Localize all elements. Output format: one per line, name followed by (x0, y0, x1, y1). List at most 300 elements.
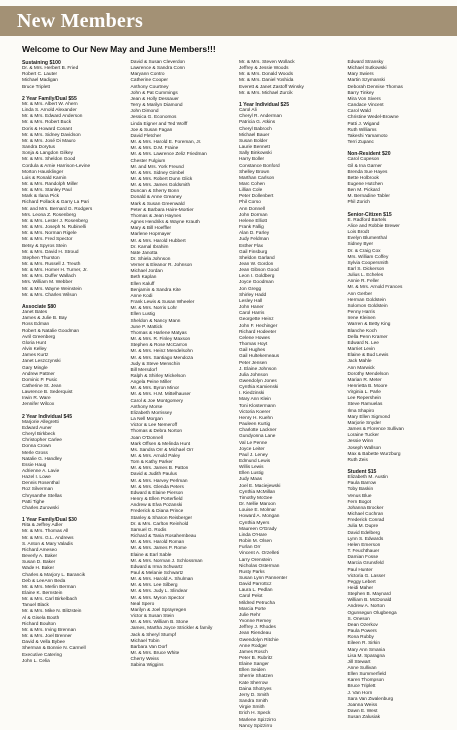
member-name: Elaine & Bud Lewis (347, 353, 389, 359)
member-name: Mr. & Mrs. Arnold Frances (347, 285, 403, 291)
member-name: Mr. & Mrs. Charles Wilson (22, 292, 77, 298)
member-name: Joyce Goodman (239, 280, 274, 286)
member-name: Joseph Wallson (347, 445, 381, 451)
member-name: Earl S. Dickerson (347, 267, 385, 272)
member-name: Loraine Tucker (347, 433, 379, 439)
member-name: Phil Corso (239, 200, 261, 206)
member-name: Dr. Kamal Ibrahim (130, 244, 169, 250)
member-name: Bill Mersdorf (130, 367, 157, 373)
member-name: Christine Wedel-Browne (347, 115, 399, 121)
member-name: Howard A. Mongan (239, 514, 280, 520)
member-name: Mr. & Mrs. Arnold Paley (130, 454, 181, 459)
member-name: Tom & Kathy Parker (130, 460, 173, 466)
member-name: Helen Emerson (347, 542, 381, 548)
member-name: Mary Ellen Sigmond (347, 414, 391, 420)
member-name: Esther Flax (239, 243, 264, 249)
member-name: Sylvia Coopersmith (347, 260, 389, 266)
member-name: Takeshi Yamamoto (347, 133, 388, 139)
member-name: T. Feuchthauer (347, 549, 380, 555)
member-name: John & Pat Cummings (130, 90, 178, 96)
member-name: Linda Eigner and Ted Wolff (130, 121, 188, 127)
member-name: Mr. & Mrs. David H. Stroud (22, 249, 79, 255)
membership-level-heading: Student $15 (347, 469, 377, 475)
member-name: Lesley Hall (239, 298, 263, 304)
member-name: Nate Janotta (130, 250, 158, 256)
member-name: Ogunsegun Olugbenga (347, 610, 397, 616)
member-name: Virginia L. Parle (347, 390, 381, 396)
membership-level-heading: 1 Year Family/Dual $30 (22, 517, 77, 524)
member-name: Mr. & Mrs. Harold A. Shulman (130, 577, 194, 583)
member-name: Ellen Lustig (239, 471, 264, 477)
member-name: Roz Silverman (22, 487, 53, 493)
member-name: James & Florence Sullivan (347, 427, 404, 433)
member-name: Mary Ann Smania (347, 647, 385, 653)
member-name: I. Kiedzinski (239, 391, 265, 397)
member-name: Helene Elliott (239, 218, 267, 224)
member-name: Dr. & Craig Cox (347, 248, 381, 254)
member-name: Gail Hughes (239, 348, 266, 354)
member-name: S. Anton & Mary Valadis (22, 541, 73, 547)
member-name: Ellen Kaluff (130, 281, 155, 287)
member-name: Anthony Morse (130, 404, 163, 410)
member-name: Ann Marwick (347, 365, 375, 371)
member-name: Angela Peine Miller (130, 380, 172, 386)
member-name: Carol Pelot (239, 594, 263, 600)
member-name: Cherry Weiss (130, 657, 159, 663)
member-name: Peter Jensen (239, 360, 267, 366)
member-name: Toni Klostermann (239, 403, 276, 409)
member-name: Jerry D. Smith (239, 692, 270, 698)
member-name: Sheldon Garland (239, 255, 275, 261)
member-name: Dr. & Mrs. Carlton Reinhold (130, 521, 189, 527)
member-name: Marian R. Meter (347, 377, 382, 383)
member-name: Frederick Conrad (347, 518, 385, 524)
member-name: Ben M. Pickard (347, 188, 380, 194)
member-name: Mr. & Mrs. Robert Dunn Glick (130, 176, 193, 182)
member-name: Toby Baskin (347, 487, 374, 493)
member-name: Mr. & Mrs. Harold Hubbert (130, 238, 186, 244)
member-name: Mary Swiers (347, 72, 374, 78)
member-name: Elaine K. Bernstein (22, 590, 63, 596)
member-name: Richard Pollack & Garry La Pari (22, 200, 90, 206)
member-name: Yvonne Remey (239, 619, 272, 625)
member-name: Mr. & Mrs. Bruce White (130, 651, 180, 656)
membership-level-heading: 2 Year Family/Dual $55 (22, 95, 77, 102)
member-name: Cynthia Myers (239, 520, 270, 526)
member-name: Mrs. William Coffey (347, 254, 389, 260)
member-name: Warren & Betty King (347, 322, 391, 328)
member-name: Judy & Steve Menschin (130, 361, 181, 367)
member-name: Thomas & Jean Haynes (130, 213, 182, 219)
member-name: Marlene Spizzirro (239, 717, 276, 723)
member-name: Ruth Zeis (347, 457, 368, 463)
member-name: Mrs. Leona Z. Rosenberg (22, 212, 76, 218)
member-name: Sally Binkowski (239, 151, 272, 157)
member-name: Bruce Triplett (347, 684, 376, 690)
member-name: Mr. & Mrs. Sidney Davidson (22, 132, 81, 138)
member-name: Gundyonna Lane (239, 434, 276, 440)
member-name: Maureen O'Grady (239, 526, 277, 532)
member-name: Mr. & Mrs. Fred Spector (22, 237, 73, 243)
member-name: Marriet Levin (347, 347, 375, 353)
member-name: Steve Ramuelas (347, 402, 383, 408)
member-name: Charles & Marjory L. Barancik (22, 572, 86, 578)
member-name: Mark Offsen & Melinda Hunt (130, 441, 191, 447)
member-name: Mr. & Mrs. Thomas All (22, 529, 69, 535)
member-name: Penny Harris (347, 310, 375, 316)
member-column-1 (22, 60, 125, 664)
member-name: Richard Hodeeter (239, 329, 277, 335)
member-name: Alvin Kelley (22, 347, 47, 353)
member-name: Harry Boller (239, 157, 265, 163)
member-name: Charles Zurowski (22, 505, 59, 511)
member-name: Cheryl Babroch (239, 126, 272, 132)
member-name: Elaine & Earl Sable (130, 552, 172, 558)
member-name: Jack Mahle (347, 359, 372, 365)
member-name: Max & Babette Wurzburg (347, 451, 401, 457)
member-name: Natalie G. Handley (22, 456, 62, 462)
member-name: Charlotte Lackner (239, 428, 277, 434)
member-name: S. Oneson (347, 616, 370, 622)
member-name: Patti J. Wigand (347, 121, 380, 127)
member-name: Celene Howes (239, 335, 270, 341)
member-name: Carol Copeson (347, 157, 380, 163)
title-banner (0, 6, 457, 36)
member-name: Sandra Dorytus (22, 145, 56, 151)
membership-level-heading: Sustaining $100 (22, 60, 61, 66)
member-name: Mr. & Mrs. Steven Wollack (239, 60, 295, 65)
member-name: Susan Lynn Pannenter (239, 575, 288, 581)
member-name: Gwendolyn Jones (239, 378, 277, 384)
member-name: J. Elaine Johnson (239, 366, 277, 372)
member-name: Rona Rubby (347, 635, 374, 641)
member-name: Avril Greenberg (22, 334, 56, 340)
member-name: Terri Zupanc (347, 140, 374, 146)
member-name: Terry & Marilyn Diamond (130, 103, 183, 109)
member-name: Mr. & Mrs. D.M. Fraine (130, 146, 179, 152)
member-name: Christopher Carlee (22, 438, 62, 444)
member-name: Donna Crown (22, 444, 52, 450)
member-name: Nancy Spizzirro (239, 723, 273, 729)
member-name: Henry H. Kuehn (239, 415, 273, 421)
member-name: Merle Gross (22, 450, 48, 456)
member-name: Barry Tinkey (347, 90, 374, 96)
member-name: Sabina Wiggins (130, 663, 164, 669)
member-name: John F. Hechinger (239, 323, 278, 329)
member-name: Deborah Dennise Thomas (347, 84, 403, 90)
member-name: Stephen Thurston (22, 255, 60, 261)
member-name: Cordula & Arnie Harrison-Levine (22, 163, 91, 169)
member-name: William B. McDonald (347, 598, 392, 604)
member-name: Jill Stewart (347, 659, 371, 665)
membership-level-heading: Non-Resident $20 (347, 151, 391, 158)
member-name: Linda S. Arnold Alexander (22, 108, 77, 114)
member-name: Neal Spero (130, 601, 155, 607)
member-name: Julie Rehr (239, 612, 261, 618)
member-name: Peter B. Rubritz (239, 656, 273, 661)
member-name: Louise E. Molmar (239, 508, 276, 514)
member-name: Anthony Courtney (130, 84, 169, 90)
member-name: Richard Boulton (22, 621, 56, 627)
member-name: Bette Holbrook (347, 175, 379, 181)
member-name: Thomas & Debra Norton (130, 429, 182, 435)
member-name: Jon Gregg (239, 286, 262, 292)
member-name: Dr. & Mrs. Herbert B. Fried (22, 66, 79, 72)
member-name: Morton Hausklinger (22, 169, 64, 175)
member-name: Constance Bonford (239, 163, 280, 169)
member-name: Ellen Seiden (239, 668, 266, 674)
member-name: Irwin R. Ware (22, 396, 51, 402)
member-name: Mr. & Mrs. Harvey Perlman (130, 478, 188, 484)
member-name: Leon I. Goldberg (239, 274, 275, 280)
member-name: Stephen & Rose McCarron (130, 343, 188, 349)
member-name: Irene Kleinen (347, 316, 376, 322)
member-name: Joel E. Maciejewski (239, 483, 281, 489)
member-name: Jean Riendeau (239, 631, 271, 637)
member-name: Mr. & Mrs. Carl Birkelbach (22, 597, 78, 603)
member-name: Rita & Jeffrey Adler (22, 523, 63, 529)
member-name: Stanley & Sharon Reisberger (130, 515, 193, 521)
member-name: Eileen R. Sirkin (347, 641, 380, 647)
member-name: Marilyn & Joel Sprayregen (130, 607, 187, 613)
member-name: Ilma Shapiro (347, 408, 375, 414)
member-name: Bruce Triplett (22, 84, 50, 90)
member-name: Julia M. Dupre (347, 524, 379, 530)
member-name: Mr. & Mrs. William B. Stone (130, 620, 189, 626)
member-name: Maryann Contro (130, 72, 165, 78)
member-name: Ann Donnell (239, 206, 265, 212)
member-name: Joanna Weiss (347, 702, 378, 708)
member-name: Michael Cochran (347, 512, 384, 518)
member-name: Adrienne A. Lavie (22, 469, 60, 474)
member-name: Gloria Hunt (22, 340, 47, 346)
member-name: Verner & Eleanor R. Johnson (130, 263, 193, 269)
member-name: Peter Dollenbert (239, 194, 274, 200)
member-name: Eugene Hutchen (347, 181, 383, 187)
member-name: Blanche Koch (347, 328, 377, 334)
member-name: Mira Von Sivers (347, 96, 381, 102)
member-name: Vincent A. Orzelleti (239, 551, 280, 557)
member-name: Marthan Carlson (239, 175, 275, 181)
member-name: Chrysanthe Stellas (22, 493, 62, 499)
member-name: Fern Bogot (347, 499, 371, 505)
member-name: Mr. & Mrs. Albert W. Ahern (22, 101, 78, 107)
member-name: Michael Tobin (130, 638, 160, 644)
member-name: Dr. Nellie Maroon (239, 502, 276, 508)
member-name: David & Judith Paulus (130, 472, 177, 478)
member-name: Paul J. Leney (239, 452, 268, 458)
member-name: Michael Jordan (130, 269, 163, 275)
member-name: Paul & Melanie Schwartz (130, 570, 184, 576)
member-name: Mr. & Mrs. Stanley Paul (22, 188, 72, 194)
member-name: Mr. & Mrs. Wayne Weinstein (22, 286, 82, 292)
member-name: Dawn E. West (347, 709, 378, 715)
member-name: Phil Zorich (347, 200, 370, 206)
member-name: Pauleen Kurtig (239, 422, 271, 428)
member-name: Mark & Ilana Pick (22, 194, 59, 200)
member-name: Victoria Koerer (239, 409, 271, 415)
membership-level-heading: 1 Year Individual $25 (239, 101, 290, 108)
member-name: Gail Finsburg (239, 249, 268, 255)
member-name: Lawrence & Sandra Conn (130, 66, 185, 72)
member-name: John L. Celia (22, 658, 50, 664)
member-name: Gwendolyn Ritchie (239, 637, 279, 643)
member-name: Mr. and Mrs. Bernard G. Rodgers (22, 206, 93, 212)
member-name: Stephen B. Maynard (347, 592, 391, 598)
member-name: Kate Sherrow (239, 680, 268, 686)
member-name: Venus Blue (347, 493, 372, 499)
member-name: Linda O'Hare (239, 532, 267, 538)
member-name: Carol & Joe Montgomery (130, 398, 184, 404)
member-name: Mr. & Mrs. Judy L. Slindear (130, 589, 188, 595)
welcome-heading: Welcome to Our New May and June Members!!! (22, 44, 216, 54)
member-name: Alice and Robbie Brewer (347, 223, 400, 229)
member-name: James, Martha Joyce Strickler & family (130, 626, 213, 632)
member-name: Lois Brodt (347, 230, 369, 236)
member-name: Janet Leszczynski (22, 359, 61, 365)
member-name: Beth Kaplan (130, 275, 157, 281)
member-name: Mr. & Mrs. Russell J. Treuth (22, 262, 81, 267)
member-name: Val Le Penne (239, 440, 268, 446)
member-name: Patti Tighe (22, 499, 45, 505)
member-name: Mr. & Mrs. Merlin Berman (22, 584, 76, 590)
member-name: Candace Vincent (347, 103, 384, 109)
member-name: Edward & Irma Schwartz (130, 564, 183, 570)
member-name: Damian Fosse (347, 555, 379, 561)
member-column-2 (130, 60, 234, 669)
member-name: La Nell Morgan (130, 417, 163, 423)
member-name: Marc Cohen (239, 181, 265, 187)
member-name: Sidney Byer (347, 242, 374, 248)
member-name: Mr. & Mrs. Randolph Miller (22, 181, 78, 187)
member-name: Mark & Susan Greenwald (130, 201, 185, 207)
membership-level-heading: Senior-Citizen $15 (347, 211, 392, 218)
member-name: Andrew Pattner (22, 371, 55, 377)
member-name: Dorothy Mendelson (347, 371, 389, 377)
member-name: Ann Gerber (347, 291, 373, 297)
member-name: Susan Zalusiak (347, 715, 380, 721)
member-name: Mr. & Mrs. Irving Brennan (22, 627, 76, 633)
member-name: Edward Stransky (347, 60, 384, 65)
member-name: Henrietta B. Moore (347, 383, 388, 389)
member-name: Marcia Porte (239, 606, 266, 612)
member-name: Betsy & Spyros Stein (22, 243, 67, 249)
member-name: Heidi Maher (347, 585, 374, 591)
member-name: Solomon Goldstein (347, 303, 388, 309)
member-name: Martin Szymanski (347, 78, 385, 84)
member-name: Frederick & Diana Prince (130, 509, 184, 515)
member-name: Mr. & Mrs. Sheldon Good (22, 157, 76, 163)
member-name: Mildred Petrucha (239, 600, 275, 606)
member-name: Samuel G. Rodis (130, 527, 167, 533)
member-name: Marjorie Allegretti (22, 419, 59, 425)
member-name: Elizabeth M. Austin (347, 475, 388, 481)
member-name: Mr. & Mrs. R. Finley Maxson (130, 337, 191, 343)
member-name: Marlene Hopmayer (130, 232, 171, 238)
member-name: Mr. & Mrs. James B. Patton (130, 466, 189, 472)
member-name: Sonja & Langdon Gilkey (22, 151, 73, 157)
member-name: Beverly A. Baker (22, 554, 58, 560)
member-name: June P. Mattick (130, 324, 163, 330)
member-name: David Edelberg (347, 530, 380, 536)
member-name: Lee Repershein (347, 396, 382, 402)
member-name: Georgette Heinz (239, 317, 274, 323)
member-name: Laura L. Pedlan (239, 588, 273, 594)
member-name: Furlan Orr (239, 545, 261, 551)
member-name: David & Susan Cleverdon (130, 60, 185, 65)
member-name: Michael Madigan (22, 78, 58, 84)
member-name: Sheldon & Nancy Mann (130, 318, 181, 324)
member-name: Mr. & Mrs. Edward Anderson (22, 114, 83, 120)
member-name: Lois & Ronald Kamin (22, 175, 67, 181)
member-name: Anne Sullivan (347, 666, 377, 671)
member-name: Victoria G. Lasser (347, 573, 386, 579)
member-name: Mr. & Mrs. Joel Brenner (22, 634, 72, 640)
member-name: Paula Barrow (347, 481, 377, 487)
member-name: Lillian Cole (239, 188, 263, 194)
membership-level-heading: 2 Year Individual $45 (22, 413, 73, 420)
member-name: John Haner (239, 305, 264, 311)
member-name: Mr. & Mrs. Daniel Yoshida (239, 78, 294, 84)
member-name: David Fletcher (130, 133, 162, 139)
member-name: Mr. & Mrs. Sidney Gimbel (130, 170, 185, 176)
member-name: Sherman & Bonnie N. Carmell (22, 646, 86, 652)
member-column-4 (347, 60, 451, 721)
member-name: Thomas & Harlene Matyas (130, 330, 187, 336)
member-name: Karen Thompson (347, 678, 384, 684)
member-name: Gil & Ina Garner (347, 163, 382, 169)
member-name: Al & Gisela Booth (22, 615, 60, 621)
member-name: Willis Lewis (239, 465, 264, 471)
member-name: Gary Mingle (22, 365, 48, 371)
member-name: Marjorie Snyder (347, 420, 382, 426)
member-name: Daina Shotryes (239, 686, 272, 692)
member-name: Mr. & Mrs. Santiago Mendoza (130, 355, 194, 361)
member-name: Cheryl Birkbeck (22, 432, 56, 438)
member-name: Mrs. William M. Webber (22, 280, 73, 286)
member-name: Shelley Brown (239, 169, 270, 175)
member-name: David Parrottcz (239, 582, 272, 588)
member-name: Mr. and Mrs. York Freund (130, 164, 184, 170)
member-name: Ross Edman (22, 322, 50, 328)
member-name: Victor & Lee Nemeroff (130, 423, 178, 429)
member-name: Robin M. Olsen (239, 539, 272, 545)
member-name: Dr. Shiela Johnson (130, 257, 171, 262)
member-name: Mr. & Mrs. Harold Roman (130, 540, 185, 546)
member-name: David & Vella Bybee (22, 640, 66, 646)
member-name: Victor & Susan Stein (130, 614, 174, 620)
member-name: Mr. & Mrs. James Goldsmith (130, 183, 191, 189)
member-name: Mary & Bill Hoeffler (130, 226, 172, 232)
member-name: Larry Orenstein (239, 557, 272, 563)
member-name: Evelyn Blumenthal (347, 236, 387, 242)
member-name: Hazel I. Lowe (22, 475, 51, 481)
member-name: Jean & Holly Dessauer (130, 96, 179, 102)
member-name: Peggy Lebert (347, 579, 376, 585)
member-name: Mr. & Mrs. Lawrence Zeliz Friedman (130, 152, 207, 158)
member-name: Robert & Natalie Goodman (22, 328, 80, 334)
member-name: Essie Haug (22, 462, 47, 468)
member-name: Richard Ameseo (22, 547, 57, 553)
member-name: Susan D. Baker (22, 560, 56, 566)
member-name: Deb & LeeAnn Beda (22, 578, 66, 584)
member-name: Donald & Anne Greaney (130, 195, 182, 201)
member-name: Agnes Hendriks & Wayne Krauth (130, 220, 200, 226)
member-name: Sandra Smith (239, 699, 268, 705)
member-name: Mr. & Mrs. Robert Buck (22, 120, 72, 126)
member-name: John Dorman (239, 212, 268, 218)
member-name: John Dimond (130, 109, 159, 115)
